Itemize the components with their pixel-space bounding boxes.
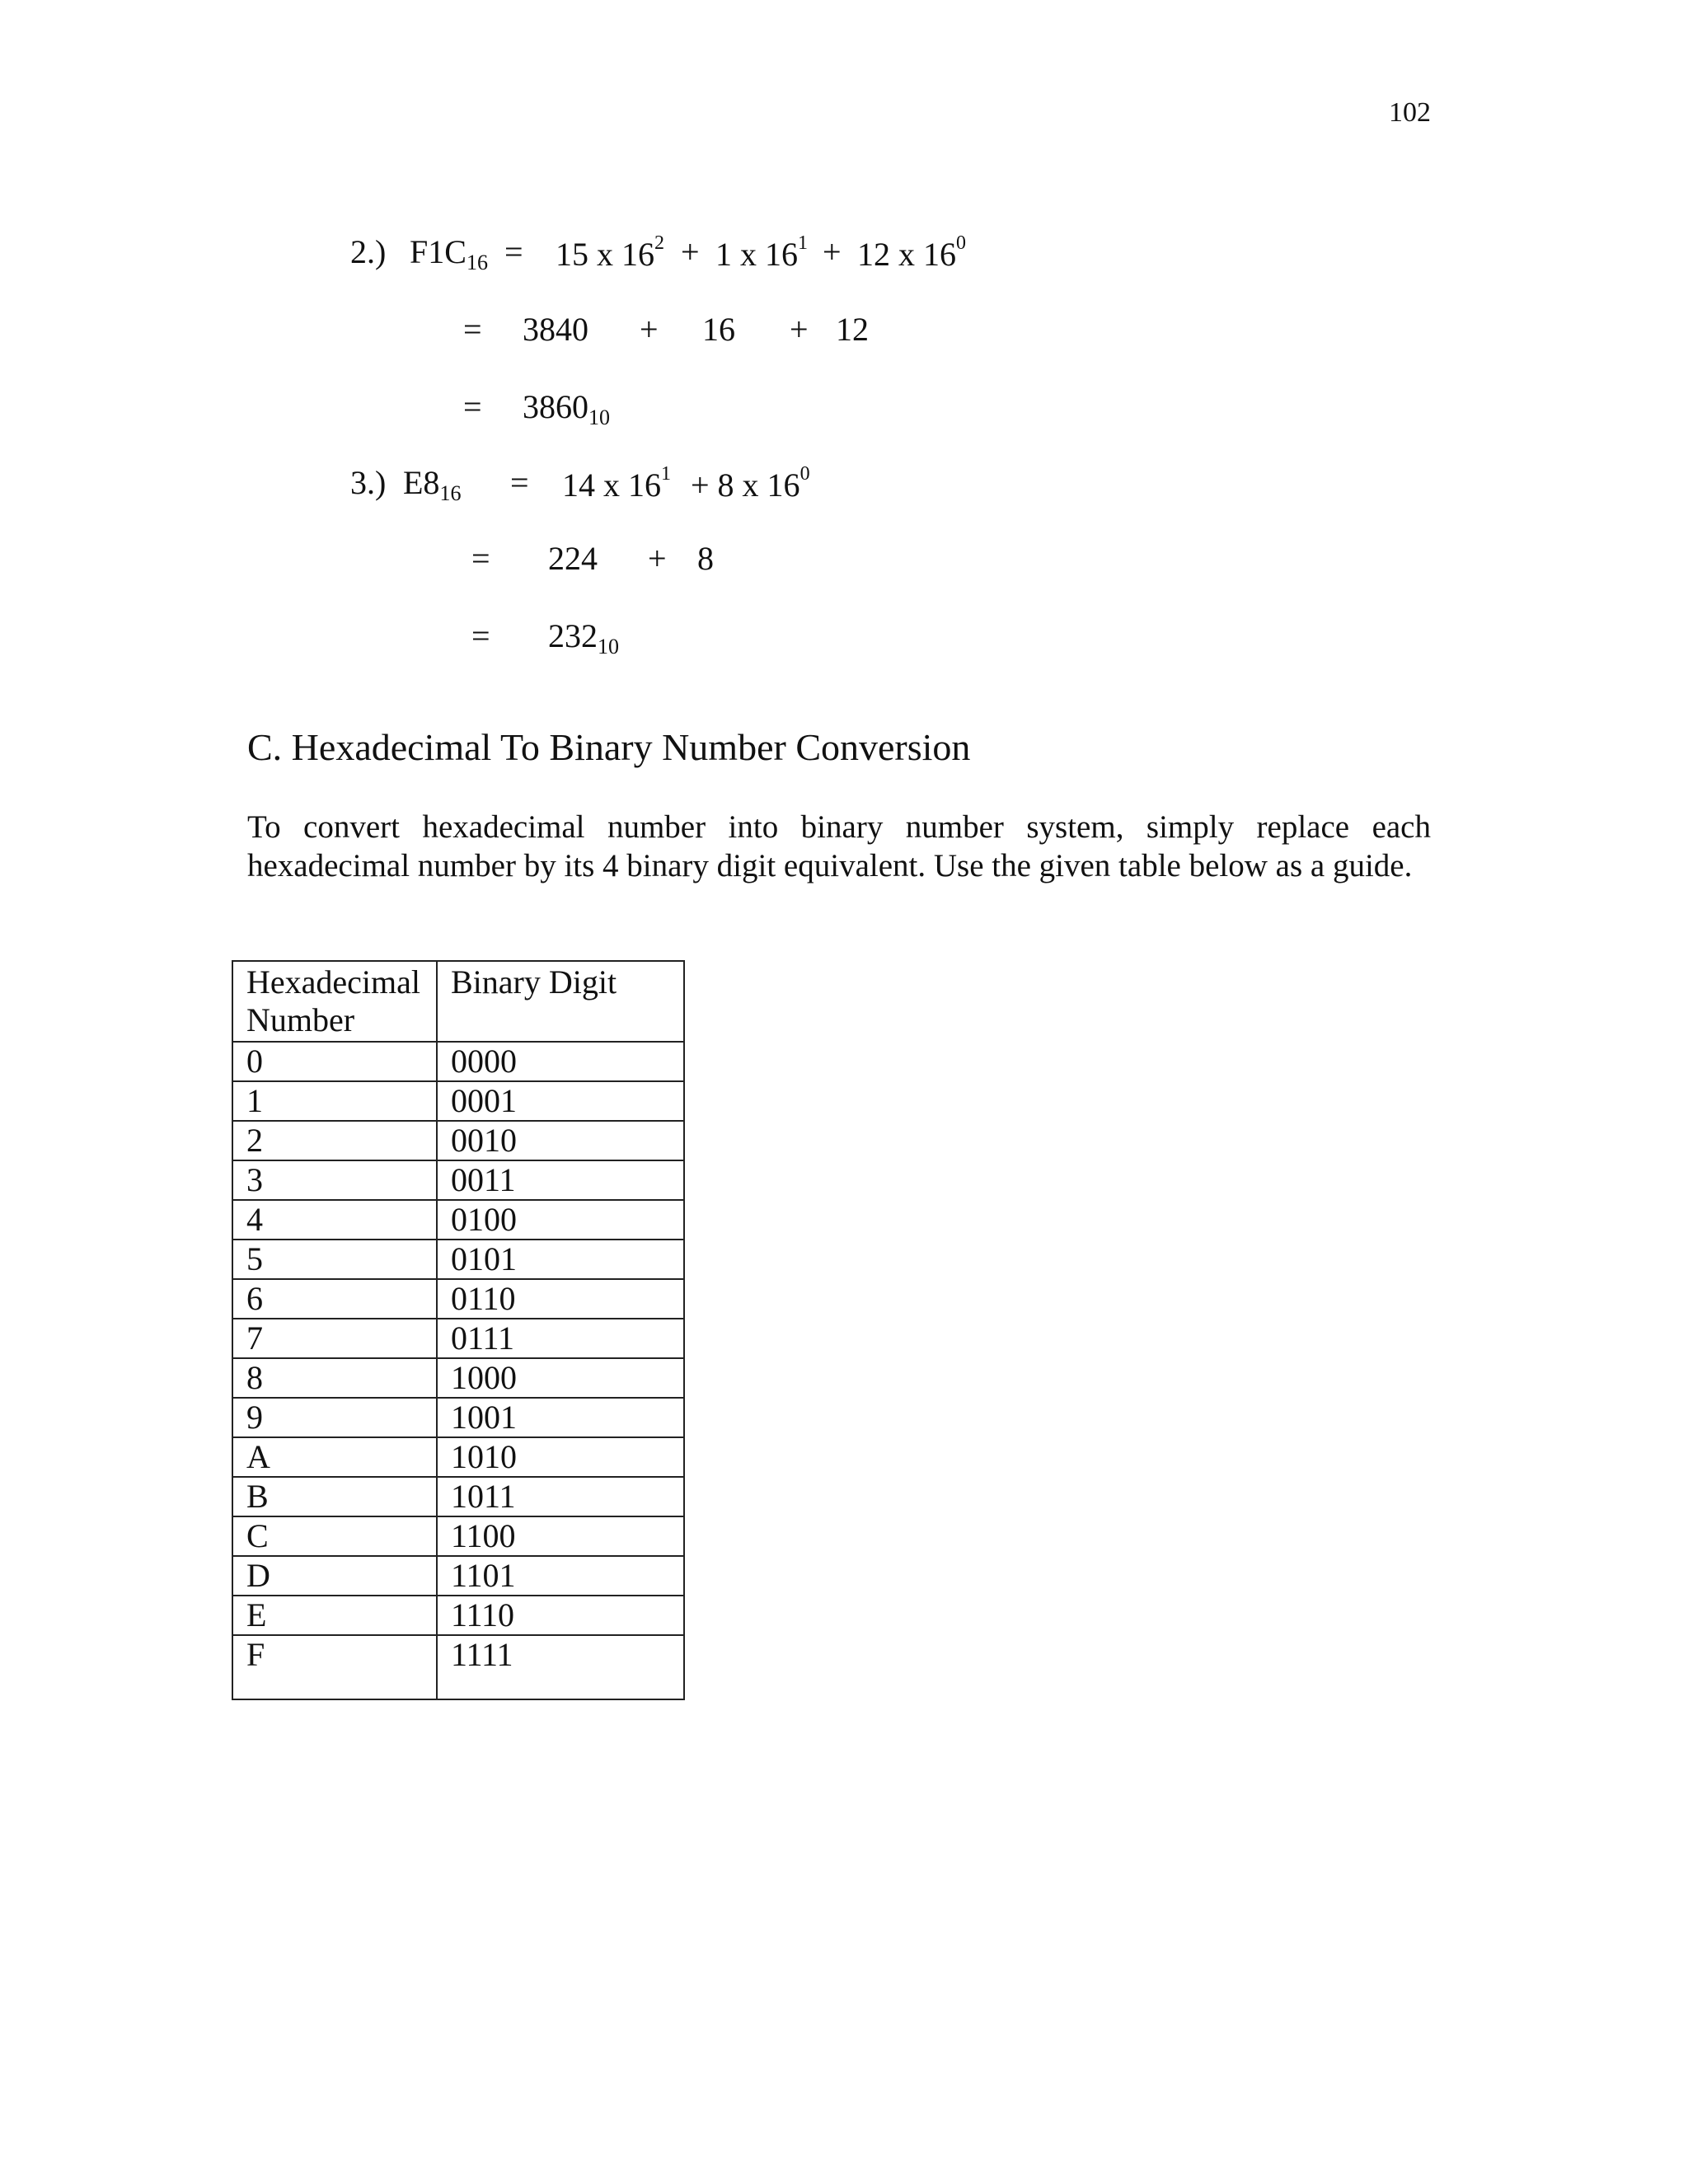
table-body xyxy=(232,1042,684,1699)
hex-cell: 0 xyxy=(232,1042,437,1081)
equals-sign: = xyxy=(471,540,490,577)
binary-cell: 0110 xyxy=(437,1279,684,1319)
section-paragraph: To convert hexadecimal number into binary number system, simply replace each hexadecimal number by its 4 binary digit equivalent. Use the given table below as a guide. xyxy=(247,809,1431,883)
binary-cell: 0111 xyxy=(437,1319,684,1358)
binary-cell: 0101 xyxy=(437,1240,684,1279)
binary-cell: 0010 xyxy=(437,1121,684,1160)
binary-cell: 1011 xyxy=(437,1477,684,1516)
term: 12 x $16^0$ xyxy=(857,232,966,273)
hex-cell: 2 xyxy=(232,1121,437,1160)
plus-sign: + xyxy=(640,311,659,348)
value: 16 xyxy=(702,311,735,348)
term: 1 x $16^1$ xyxy=(715,232,808,273)
term: + 8 x $16^0$ xyxy=(691,463,810,504)
equals-sign: = xyxy=(463,311,482,348)
binary-cell: 0100 xyxy=(437,1200,684,1240)
result: $3860_{10}$ xyxy=(523,388,610,429)
column-header-binary: Binary Digit xyxy=(437,961,684,1042)
term: 15 x $16^2$ xyxy=(556,232,664,273)
value: 224 xyxy=(548,540,598,577)
table-row xyxy=(232,1556,684,1596)
binary-cell: 1100 xyxy=(437,1516,684,1556)
equals-sign: = xyxy=(471,617,490,654)
hex-cell: B xyxy=(232,1477,437,1516)
binary-cell: 1000 xyxy=(437,1358,684,1398)
table-row xyxy=(232,1121,684,1160)
table-row xyxy=(232,1516,684,1556)
value: 12 xyxy=(836,311,869,348)
binary-cell: 1001 xyxy=(437,1398,684,1437)
plus-sign: + xyxy=(681,233,700,270)
hex-cell: A xyxy=(232,1437,437,1477)
hex-cell: F xyxy=(232,1635,437,1699)
table-row xyxy=(232,1279,684,1319)
hex-cell: 1 xyxy=(232,1081,437,1121)
hex-cell: 5 xyxy=(232,1240,437,1279)
table-row xyxy=(232,1398,684,1437)
hex-binary-table xyxy=(232,960,685,1700)
table-header-row xyxy=(232,961,684,1042)
hex-cell: 8 xyxy=(232,1358,437,1398)
table-row xyxy=(232,1160,684,1200)
table-row xyxy=(232,1596,684,1635)
table-row xyxy=(232,1081,684,1121)
table-row xyxy=(232,1240,684,1279)
table-row xyxy=(232,1319,684,1358)
hex-cell: 4 xyxy=(232,1200,437,1240)
table-row xyxy=(232,1437,684,1477)
hex-cell: E xyxy=(232,1596,437,1635)
equals-sign: = xyxy=(504,233,523,270)
plus-sign: + xyxy=(790,311,809,348)
binary-cell: 1101 xyxy=(437,1556,684,1596)
binary-cell: 0011 xyxy=(437,1160,684,1200)
term: 14 x $16^1$ xyxy=(562,463,671,504)
table-row xyxy=(232,1358,684,1398)
result: $232_{10}$ xyxy=(548,617,619,658)
equals-sign: = xyxy=(463,388,482,425)
binary-cell: 1111 xyxy=(437,1635,684,1699)
binary-cell: 0000 xyxy=(437,1042,684,1081)
page-number: 102 xyxy=(1389,97,1431,128)
example-2-label: 2.) xyxy=(350,233,387,270)
example-3-base-number: $E8_{16}$ xyxy=(403,464,462,505)
section-heading: C. Hexadecimal To Binary Number Conversion xyxy=(247,726,971,768)
hex-cell: C xyxy=(232,1516,437,1556)
table-row xyxy=(232,1635,684,1699)
table-row xyxy=(232,1200,684,1240)
example-2-base-number: $F1C_{16}$ xyxy=(410,233,488,274)
table-row xyxy=(232,1042,684,1081)
hex-cell: 9 xyxy=(232,1398,437,1437)
value: 8 xyxy=(697,540,714,577)
binary-cell: 1010 xyxy=(437,1437,684,1477)
equals-sign: = xyxy=(510,464,529,501)
binary-cell: 1110 xyxy=(437,1596,684,1635)
table-row xyxy=(232,1477,684,1516)
value: 3840 xyxy=(523,311,588,348)
plus-sign: + xyxy=(648,540,667,577)
hex-cell: 6 xyxy=(232,1279,437,1319)
column-header-hexadecimal: Hexadecimal Number xyxy=(232,961,437,1042)
hex-cell: D xyxy=(232,1556,437,1596)
hex-cell: 7 xyxy=(232,1319,437,1358)
example-3-label: 3.) xyxy=(350,464,387,501)
binary-cell: 0001 xyxy=(437,1081,684,1121)
plus-sign: + xyxy=(823,233,842,270)
hex-cell: 3 xyxy=(232,1160,437,1200)
